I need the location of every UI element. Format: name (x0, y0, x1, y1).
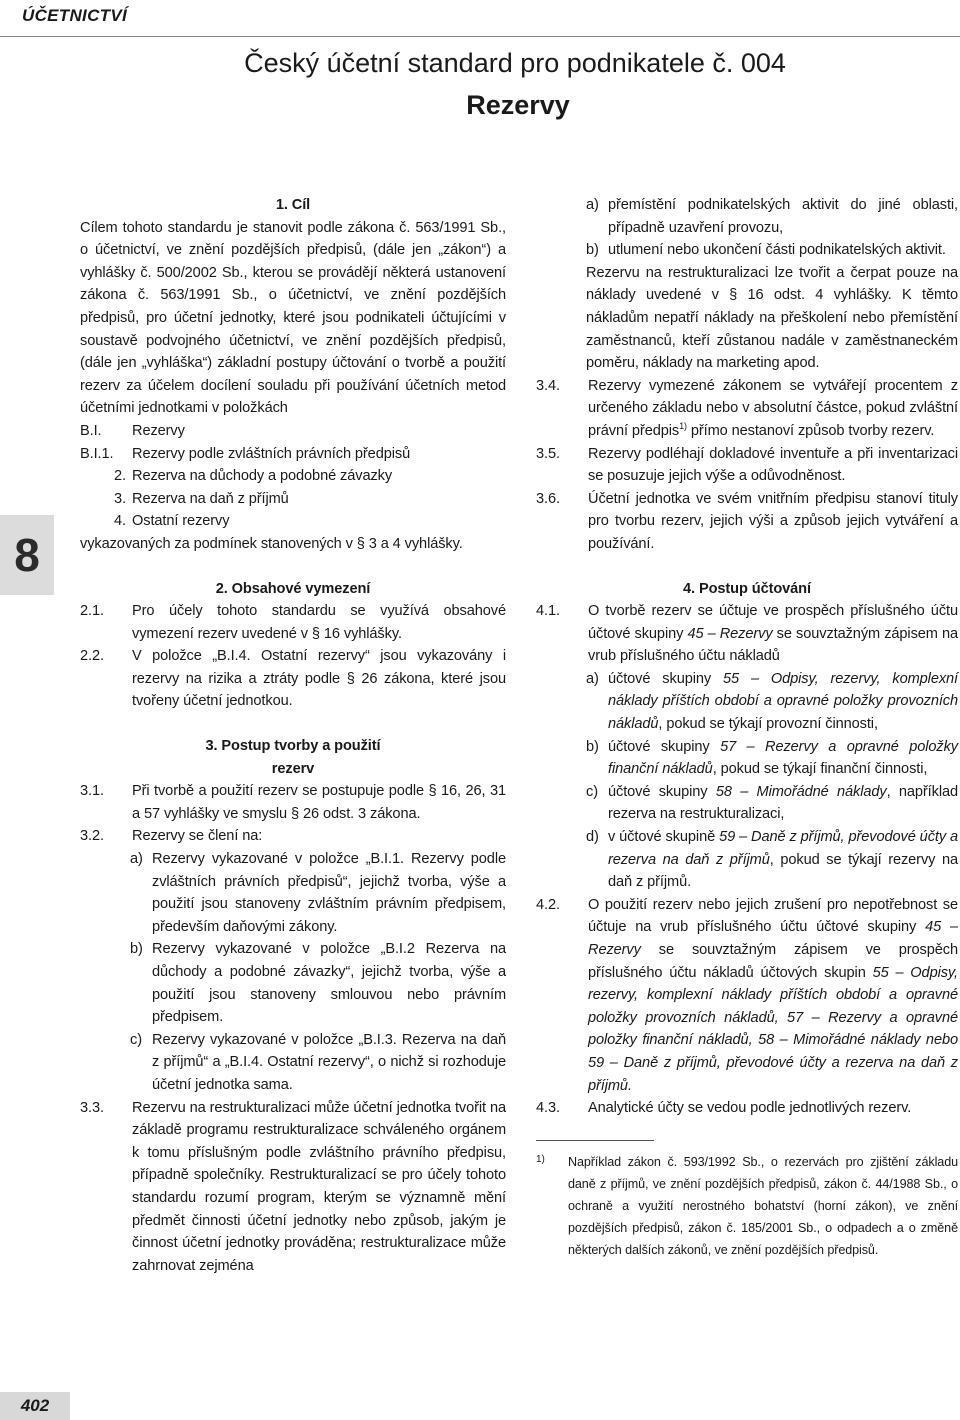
sub-text: přemístění podnikatelských aktivit do jiné oblasti, případně uzavření provozu, (608, 197, 958, 236)
section-3-heading-line-2: rezerv (271, 760, 315, 777)
item-number: 2.2. (80, 648, 104, 665)
sub-letter: c) (130, 1031, 142, 1048)
item-number: 4.3. (536, 1100, 560, 1117)
sub-text (608, 826, 958, 894)
sub-text (608, 736, 958, 781)
list-item (80, 510, 506, 533)
footnote (536, 1151, 958, 1261)
sub-letter: a) (586, 197, 599, 213)
sub-text: Rezervy vykazované v položce „B.I.1. Rezervy podle zvláštních právních předpisů“, jejichž tvorba, výše a použití jsou stanoveny zvláštním právním předpisem, především daňovými zákony. (152, 851, 506, 935)
left-column (80, 194, 506, 1277)
item-text: Rezerva na daň z příjmů (132, 490, 289, 507)
text-part: se souvztažným zápisem na vrub příslušného účtu nákladů (588, 625, 959, 665)
paragraph-item (536, 1097, 958, 1120)
page-number: 402 (0, 1392, 70, 1420)
paragraph-item (80, 1097, 506, 1278)
item-number: 3.6. (536, 490, 560, 507)
sub-letter: b) (130, 941, 143, 958)
item-text: Při tvorbě a použití rezerv se postupuje podle § 16, 26, 31 a 57 vyhlášky ve smyslu § 26 odst. 3 zákona. (132, 783, 506, 822)
document-title: Český účetní standard pro podnikatele č. 004 (244, 48, 786, 78)
paragraph-item (80, 645, 506, 713)
sub-item (130, 938, 506, 1028)
text-part: 57 – Rezervy a opravné položky finanční nákladů (608, 738, 959, 778)
text-part: v účtové skupině (608, 829, 720, 846)
text-part: 45 – Rezervy (588, 919, 958, 958)
item-text: Rezervy (132, 422, 185, 439)
item-text: Ostatní rezervy (132, 513, 230, 530)
item-text: Účetní jednotka ve svém vnitřním předpisu stanoví tituly pro tvorbu rezerv, jejich výši a způsob jejich vytváření a používání. (588, 490, 958, 552)
item-text: Rezervy podléhají dokladové inventuře a při inventarizaci se posuzuje jejich výše a odůvodněnost. (588, 445, 958, 485)
item-number: 3.4. (536, 377, 560, 394)
section-2-heading: 2. Obsahové vymezení (215, 580, 371, 597)
text-part: 45 – Rezervy (687, 625, 773, 642)
item-text: Rezervy podle zvláštních právních předpisů (132, 445, 411, 462)
text-part: O tvorbě rezerv se účtuje ve prospěch příslušného účtu účtové skupiny (588, 603, 958, 642)
section-label: ÚČETNICTVÍ (22, 6, 127, 25)
sub-text: Rezervy vykazované v položce „B.I.2 Rezerva na důchody a podobné závazky“, jejichž tvorba, výše a použití jsou stanoveny smlouvou nebo právním předpisem. (152, 941, 506, 1026)
footnote-ref: 1) (679, 421, 687, 432)
section-3-heading: 3. Postup tvorby a použití (205, 738, 381, 755)
sub-item (130, 848, 506, 938)
item-number: 2. (114, 468, 126, 485)
text-part: , pokud se týkají provozní činnosti, (658, 716, 878, 733)
paragraph-item (80, 780, 506, 825)
text-part: účtové skupiny (608, 738, 721, 755)
sub-text (608, 668, 958, 736)
header-divider (0, 36, 960, 37)
sub-letter: c) (586, 783, 598, 800)
item-text (588, 600, 958, 668)
section-4-heading: 4. Postup účtování (683, 580, 811, 597)
sub-letter: a) (586, 670, 599, 687)
text-part: , pokud se týkají rezervy na daň z příjmů. (608, 851, 959, 891)
document-subtitle: Rezervy (466, 90, 570, 120)
sub-letter: a) (130, 851, 143, 868)
item-number: B.I. (80, 422, 102, 439)
paragraph-item (80, 600, 506, 645)
sub-item (130, 1029, 506, 1097)
paragraph-item (80, 825, 506, 848)
item-number: 3.3. (80, 1099, 104, 1116)
chapter-tab (0, 515, 54, 595)
sub-letter: b) (586, 242, 599, 259)
item-number: 3.2. (80, 828, 104, 845)
sub-letter: b) (586, 738, 599, 755)
text-part: přímo nestanoví způsob tvorby rezerv. (686, 422, 935, 439)
list-item (80, 465, 506, 488)
text-part: účtové skupiny (608, 783, 716, 800)
list-item (80, 420, 506, 443)
item-number: 3. (114, 490, 126, 507)
paragraph-item (536, 488, 958, 556)
paragraph-item (536, 894, 958, 1097)
item-number: 4.2. (536, 896, 560, 913)
text-part: , například rezerva na restrukturalizaci, (608, 783, 958, 823)
paragraph-item (536, 443, 958, 488)
item-text: Rezervu na restrukturalizaci může účetní jednotka tvořit na základě programu restrukturalizace schváleného orgánem k tomu příslušným podle zvláštního právního předpisu, případně společníky. Restrukturalizací se pro účely tohoto standardu rozumí program, kterým se významně mění předmět činnosti účetní jednotky nebo způsob, jakým je činnost účetní jednotky prováděna; restrukturalizace může zahrnovat zejména (132, 1099, 506, 1274)
item-text (588, 375, 958, 443)
text-part: Rezervy vymezené zákonem se vytvářejí procentem z určeného základu nebo v absolutní částce, pokud zvláštní právní předpis (588, 377, 958, 439)
sub-item (586, 736, 958, 781)
section-1-intro: Cílem tohoto standardu je stanovit podle zákona č. 563/1991 Sb., o účetnictví, ve znění pozdějších předpisů, (dále jen „zákon“) a vyhlášky č. 500/2002 Sb., kterou se provádějí některá ustanovení zákona č. 563/1991 Sb., o účetnictví, ve znění pozdějších předpisů, pro účetní jednotky, které jsou podnikateli účtujícími v soustavě podvojného účetnictví, ve znění pozdějších předpisů, (dále jen „vyhláška“) základní postupy účtování o tvorbě a použití rezerv za účelem docílení souladu při používání účetních metod účetními jednotkami v položkách (80, 219, 506, 417)
footnote-number: 1) (536, 1153, 545, 1165)
sub-text: utlumení nebo ukončení části podnikatelských aktivit. (608, 242, 946, 259)
section-1-heading: 1. Cíl (275, 197, 311, 213)
item-number: 3.1. (80, 783, 104, 800)
item-text: V položce „B.I.4. Ostatní rezervy“ jsou vykazovány i rezervy na rizika a ztráty podle § 26 zákona, které jsou tvořeny účetní jednotkou. (132, 648, 506, 710)
sub-item (586, 826, 958, 894)
sub-item (586, 239, 958, 262)
sub-letter: d) (586, 829, 599, 846)
item-number: 4.1. (536, 603, 560, 620)
item-text: Rezerva na důchody a podobné závazky (132, 468, 393, 485)
item-number: 2.1. (80, 603, 104, 620)
text-part: 55 – Odpisy, rezervy, komplexní náklady příštích období a opravné položky provozních nákladů (608, 670, 958, 733)
text-part: účtové skupiny (608, 670, 723, 687)
footnote-divider (536, 1140, 654, 1141)
text-part: 55 – Odpisy, rezervy, komplexní náklady příštích období a opravné položky provozních nákladů, 57 – Rezervy a opravné položky finanční nákladů, 58 – Mimořádné náklady nebo 59 – Daně z příjmů, převodové účty a rezerva na daň z příjmů. (588, 964, 958, 1094)
list-item (80, 488, 506, 511)
sub-text (608, 781, 958, 826)
footnote-text: Například zákon č. 593/1992 Sb., o rezervách pro zjištění základu daně z příjmů, ve znění pozdějších předpisů, zákon č. 44/1988 Sb., o ochraně a využití nerostného bohatství (horní zákon), ve znění pozdějších předpisů, zákon č. 185/2001 Sb., o odpadech a o změně některých dalších zákonů, ve znění pozdějších předpisů. (568, 1154, 958, 1257)
sub-item (586, 194, 958, 239)
item-number: 4. (114, 513, 126, 530)
list-item (80, 443, 506, 466)
restructuring-paragraph: Rezervu na restrukturalizaci lze tvořit a čerpat pouze na náklady uvedené v § 16 odst. 4 vyhlášky. K těmto nákladům nepatří náklady na přeškolení nebo přemístění zaměstnanců, kteří zůstanou nadále v zaměstnaneckém poměru, náklady na marketing apod. (586, 264, 958, 372)
text-part: O použití rezerv nebo jejich zrušení pro nepotřebnost se účtuje na vrub příslušného účtu účtové skupiny (588, 896, 958, 936)
right-column (536, 194, 958, 1261)
item-number: B.I.1. (80, 445, 114, 462)
text-part: se souvztažným zápisem ve prospěch příslušného účtu nákladů účtových skupin (588, 942, 958, 981)
sub-item (586, 668, 958, 736)
text-part: 59 – Daně z příjmů, převodové účty a rezerva na daň z příjmů (608, 829, 959, 868)
item-text: Analytické účty se vedou podle jednotlivých rezerv. (588, 1100, 912, 1117)
sub-text: Rezervy vykazované v položce „B.I.3. Rezerva na daň z příjmů“ a „B.I.4. Ostatní rezervy“, o nichž si rozhoduje účetní jednotka sama. (152, 1031, 506, 1093)
item-text (588, 894, 958, 1097)
sub-item (586, 781, 958, 826)
paragraph-item (536, 600, 958, 668)
item-number: 3.5. (536, 445, 560, 462)
text-part: , pokud se týkají finanční činnosti, (712, 761, 928, 778)
section-1-outro: vykazovaných za podmínek stanovených v § 3 a 4 vyhlášky. (80, 535, 463, 552)
item-text: Rezervy se člení na: (132, 828, 263, 845)
text-part: 58 – Mimořádné náklady (715, 783, 887, 800)
paragraph-item (536, 375, 958, 443)
item-text: Pro účely tohoto standardu se využívá obsahové vymezení rezerv uvedené v § 16 vyhlášky. (132, 603, 506, 642)
chapter-number: 8 (14, 529, 40, 581)
